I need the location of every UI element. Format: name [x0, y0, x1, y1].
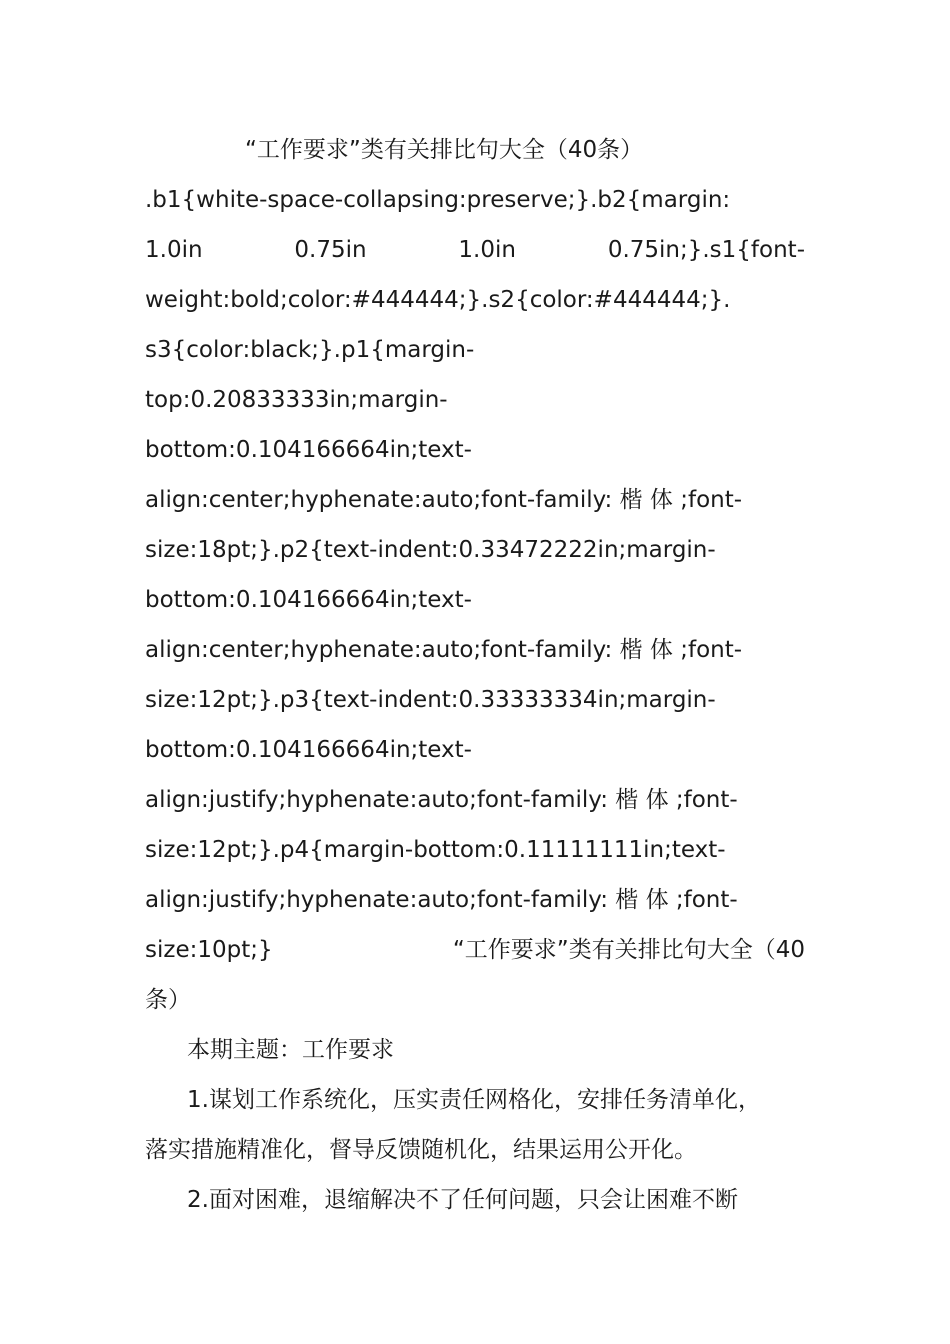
css-line-11: size:12pt;}.p3{text-indent:0.33333334in;margin-: [145, 687, 716, 713]
css-margin-line: [145, 225, 805, 275]
margin-value-2: 0.75in: [294, 237, 367, 263]
css-line-1: .b1{white-space-collapsing:preserve;}.b2{margin:: [145, 187, 731, 213]
item-1-line-1: 1.谋划工作系统化，压实责任网格化，安排任务清单化，: [187, 1087, 761, 1113]
css-line-7: align:center;hyphenate:auto;font-family: 楷 体 ;font-: [145, 487, 743, 513]
css-line-6: bottom:0.104166664in;text-: [145, 437, 472, 463]
css-line-13: align:justify;hyphenate:auto;font-family: 楷 体 ;font-: [145, 787, 738, 813]
css-line-14: size:12pt;}.p4{margin-bottom:0.11111111in;text-: [145, 837, 726, 863]
repeated-title: “工作要求”类有关排比句大全（40: [452, 937, 805, 963]
css-last-line: [145, 925, 805, 975]
item-2-line-1: 2.面对困难，退缩解决不了任何问题，只会让困难不断: [187, 1187, 738, 1213]
margin-value-3: 1.0in: [458, 237, 516, 263]
css-line-5: top:0.20833333in;margin-: [145, 387, 448, 413]
css-line-12: bottom:0.104166664in;text-: [145, 737, 472, 763]
css-last-fragment: size:10pt;}: [145, 937, 273, 963]
repeated-title-end: 条）: [145, 987, 191, 1013]
css-line-8: size:18pt;}.p2{text-indent:0.33472222in;margin-: [145, 537, 716, 563]
margin-value-1: 1.0in: [145, 237, 203, 263]
css-line-9: bottom:0.104166664in;text-: [145, 587, 472, 613]
theme-line: 本期主题：工作要求: [187, 1037, 394, 1063]
css-line-3: weight:bold;color:#444444;}.s2{color:#444444;}.: [145, 287, 731, 313]
document-title: “工作要求”类有关排比句大全（40条）: [245, 137, 644, 163]
css-line-4: s3{color:black;}.p1{margin-: [145, 337, 475, 363]
margin-value-4: 0.75in;}.s1{font-: [607, 237, 805, 263]
css-line-15: align:justify;hyphenate:auto;font-family: 楷 体 ;font-: [145, 887, 738, 913]
item-1-line-2: 落实措施精准化，督导反馈随机化，结果运用公开化。: [145, 1137, 697, 1163]
css-line-10: align:center;hyphenate:auto;font-family: 楷 体 ;font-: [145, 637, 743, 663]
